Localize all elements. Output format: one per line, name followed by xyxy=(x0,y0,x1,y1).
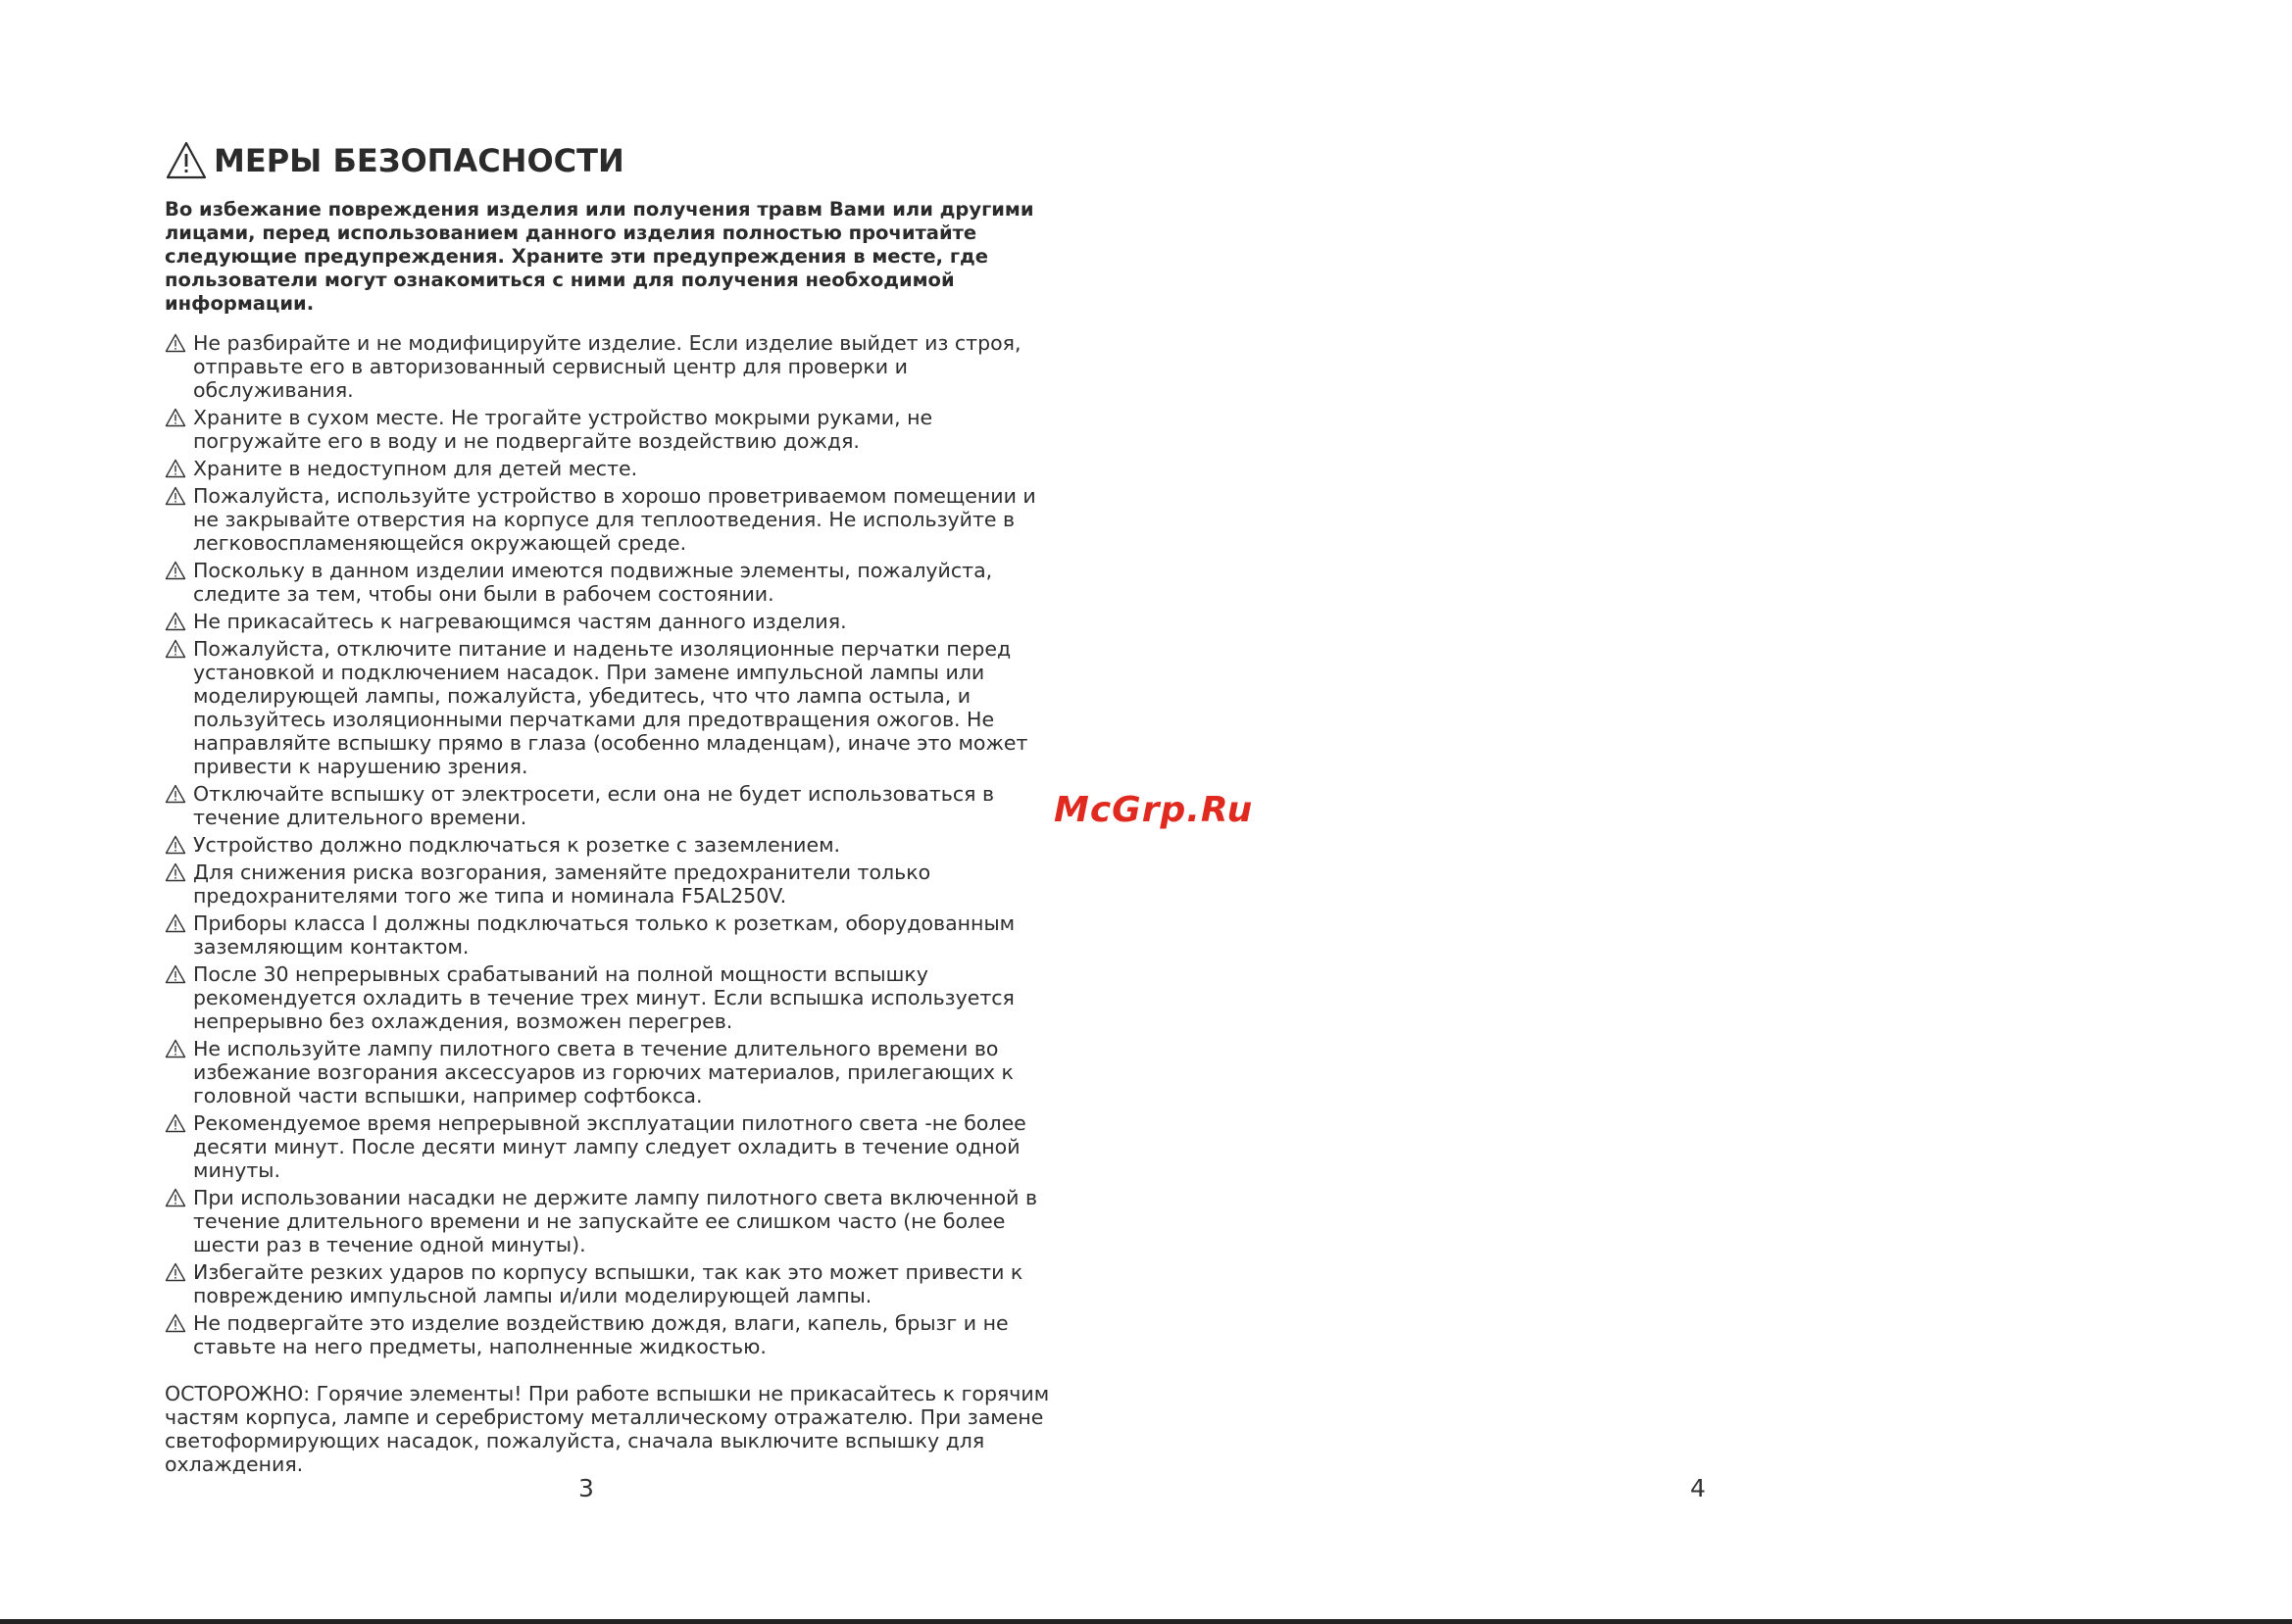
warning-item xyxy=(165,861,1067,908)
warning-triangle-icon xyxy=(165,1262,186,1282)
warning-triangle-icon xyxy=(165,408,186,427)
warning-item xyxy=(165,1037,1067,1107)
warning-triangle-icon xyxy=(165,639,186,659)
warning-item xyxy=(165,833,1067,857)
warning-triangle-icon xyxy=(165,140,208,181)
warning-triangle-icon xyxy=(165,561,186,580)
page-number-left: 3 xyxy=(578,1474,594,1502)
warning-triangle-icon xyxy=(165,862,186,882)
warning-text: Избегайте резких ударов по корпусу вспышки, так как это может привести к повреждению импульсной лампы и/или моделирующей лампы. xyxy=(193,1260,1023,1307)
warning-text: Храните в сухом месте. Не трогайте устройство мокрыми руками, не погружайте его в воду и не подвергайте воздействию дождя. xyxy=(193,406,933,453)
intro-paragraph: Во избежание повреждения изделия или получения травм Вами или другими лицами, перед использованием данного изделия полностью прочитайте следующие предупреждения. Храните эти предупреждения в месте, где пользователи могут ознакомиться с ними для получения необходимой информации. xyxy=(165,198,1034,315)
warning-text: Отключайте вспышку от электросети, если она не будет использоваться в течение длительного времени. xyxy=(193,782,995,829)
warning-triangle-icon xyxy=(165,612,186,631)
warning-item xyxy=(165,610,1067,633)
warning-item xyxy=(165,911,1067,959)
warning-text: Не прикасайтесь к нагревающимся частям данного изделия. xyxy=(193,610,847,633)
warning-item xyxy=(165,484,1067,555)
warning-triangle-icon xyxy=(165,913,186,933)
warning-text: При использовании насадки не держите лампу пилотного света включенной в течение длительного времени и не запускайте ее слишком часто (не более шести раз в течение одной минуты). xyxy=(193,1186,1038,1256)
warning-text: Не подвергайте это изделие воздействию дождя, влаги, капель, брызг и не ставьте на него предметы, наполненные жидкостью. xyxy=(193,1311,1009,1358)
warning-text: Для снижения риска возгорания, заменяйте предохранители только предохранителями того же типа и номинала F5AL250V. xyxy=(193,861,931,908)
warning-triangle-icon xyxy=(165,964,186,984)
warning-text: Пожалуйста, отключите питание и наденьте изоляционные перчатки перед установкой и подключением насадок. При замене импульсной лампы или моделирующей лампы, пожалуйста, убедитесь, что что лампа остыла, и пользуйтесь изоляционными перчатками для предотвращения ожогов. Не направляйте вспышку прямо в глаза (особенно младенцам), иначе это может привести к нарушению зрения. xyxy=(193,637,1028,778)
warning-triangle-icon xyxy=(165,1313,186,1333)
page-number-right: 4 xyxy=(1690,1474,1706,1502)
warning-item xyxy=(165,782,1067,829)
warning-item xyxy=(165,559,1067,606)
warning-list xyxy=(165,331,1067,1358)
warning-item xyxy=(165,406,1067,453)
warning-text: Рекомендуемое время непрерывной эксплуатации пилотного света -не более десяти минут. После десяти минут лампу следует охладить в течение одной минуты. xyxy=(193,1111,1026,1182)
warning-triangle-icon xyxy=(165,486,186,506)
warning-item xyxy=(165,962,1067,1033)
page-title xyxy=(165,137,1067,184)
caution-paragraph: ОСТОРОЖНО: Горячие элементы! При работе вспышки не прикасайтесь к горячим частям корпуса, лампе и серебристому металлическому отражателю. При замене светоформирующих насадок, пожалуйста, сначала выключите вспышку для охлаждения. xyxy=(165,1382,1050,1476)
warning-item xyxy=(165,1186,1067,1256)
warning-item xyxy=(165,331,1067,402)
warning-text: Не разбирайте и не модифицируйте изделие. Если изделие выйдет из строя, отправьте его в авторизованный сервисный центр для проверки и обслуживания. xyxy=(193,331,1021,402)
warning-triangle-icon xyxy=(165,1188,186,1207)
bottom-divider xyxy=(0,1619,2292,1624)
warning-text: После 30 непрерывных срабатываний на полной мощности вспышку рекомендуется охладить в течение трех минут. Если вспышка используется непрерывно без охлаждения, возможен перегрев. xyxy=(193,962,1015,1033)
warning-item xyxy=(165,1260,1067,1307)
warning-item xyxy=(165,1311,1067,1358)
warning-triangle-icon xyxy=(165,835,186,855)
warning-text: Пожалуйста, используйте устройство в хорошо проветриваемом помещении и не закрывайте отверстия на корпусе для теплоотведения. Не используйте в легковоспламеняющейся окружающей среде. xyxy=(193,484,1036,555)
warning-triangle-icon xyxy=(165,459,186,478)
warning-text: Приборы класса I должны подключаться только к розеткам, оборудованным заземляющим контактом. xyxy=(193,911,1016,959)
warning-item xyxy=(165,637,1067,778)
warning-text: Не используйте лампу пилотного света в течение длительного времени во избежание возгорания аксессуаров из горючих материалов, прилегающих к головной части вспышки, например софтбокса. xyxy=(193,1037,1014,1107)
warning-text: Поскольку в данном изделии имеются подвижные элементы, пожалуйста, следите за тем, чтобы они были в рабочем состоянии. xyxy=(193,559,993,606)
left-page xyxy=(165,137,1067,1476)
warning-triangle-icon xyxy=(165,784,186,804)
watermark: McGrp.Ru xyxy=(1054,790,1254,830)
warning-text: Устройство должно подключаться к розетке с заземлением. xyxy=(193,833,841,857)
warning-text: Храните в недоступном для детей месте. xyxy=(193,457,638,480)
warning-item xyxy=(165,1111,1067,1182)
warning-triangle-icon xyxy=(165,1039,186,1058)
title-text: МЕРЫ БЕЗОПАСНОСТИ xyxy=(214,142,624,179)
warning-triangle-icon xyxy=(165,1113,186,1133)
warning-triangle-icon xyxy=(165,333,186,353)
warning-item xyxy=(165,457,1067,480)
